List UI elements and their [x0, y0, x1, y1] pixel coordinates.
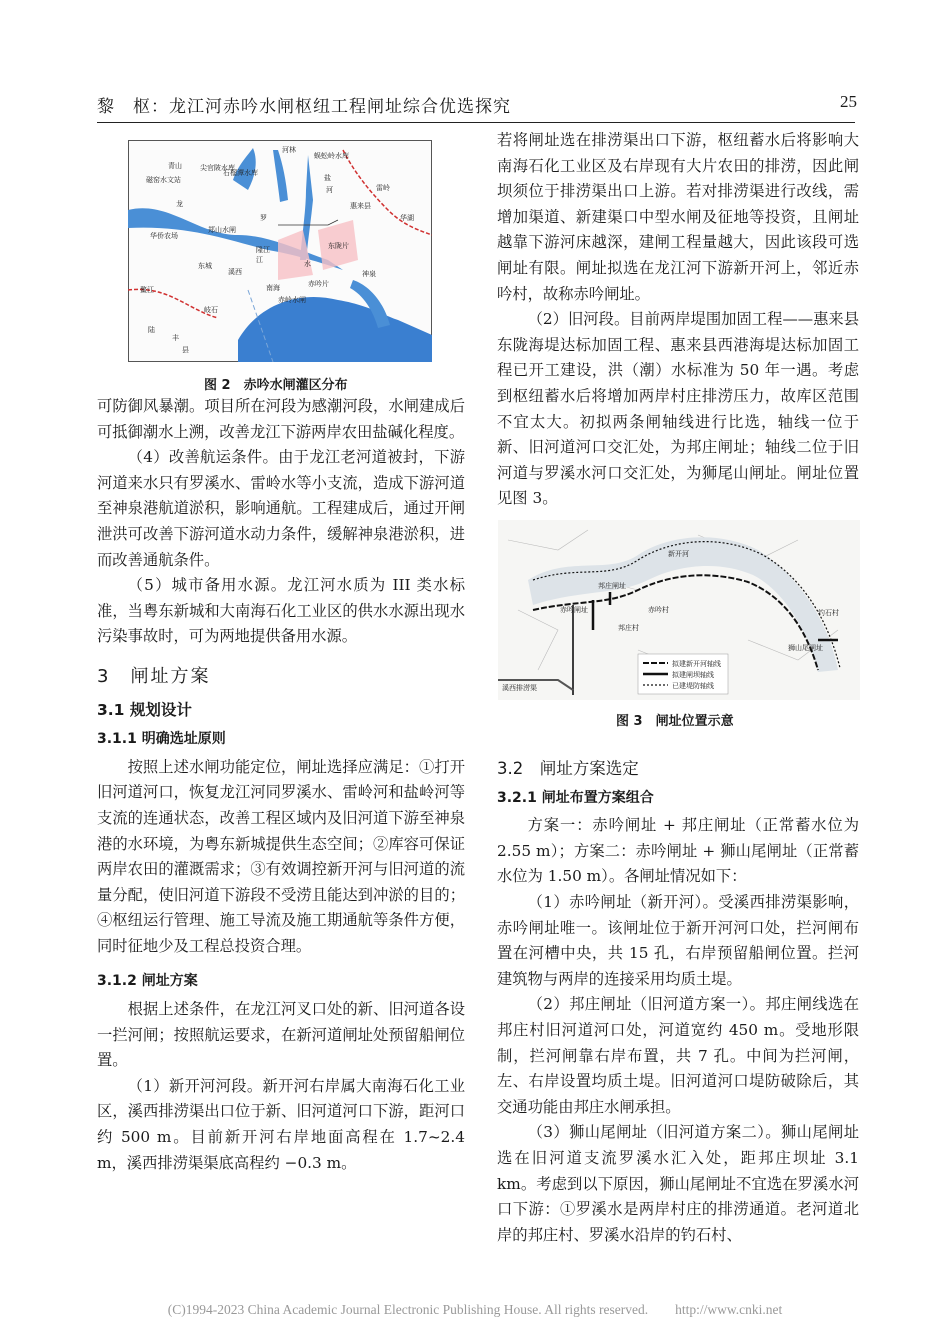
figure-2-caption: 图 2 赤吟水闸灌区分布 — [204, 378, 348, 393]
header-title: 黎 枢：龙江河赤吟水闸枢纽工程闸址综合优选探究 — [97, 97, 511, 117]
map-label: 南海 — [266, 284, 280, 292]
map-label: 郑山水闸 — [208, 226, 236, 234]
map-label: 东城 — [198, 262, 212, 270]
map-label: 东陇片 — [328, 242, 349, 250]
paragraph: 按照上述水闸功能定位，闸址选择应满足：①打开旧河道河口，恢复龙江河同罗溪水、雷岭河和盐岭河等支流的连通状态，改善工程区域内及旧河道下游至神泉港的水环境，为粤东新城提供生态空间；②库容可保证两岸农田的灌溉需求；③有效调控新开河与旧河道的流量分配，使旧河道下游段不受涝且能达到冲淤的目的；④枢纽运行管理、施工导流及施工期通航等条件方便，同时征地少及工程总投资合理。 — [97, 757, 465, 955]
paragraph: 方案一：赤吟闸址 + 邦庄闸址（正常蓄水位为 2.55 m）；方案二：赤吟闸址 + 狮山尾闸址（正常蓄水位为 1.50 m）。各闸址情况如下： — [497, 816, 859, 886]
figure-3-schematic — [498, 520, 860, 700]
paragraph: （4）改善航运条件。由于龙江老河道被封，下游河道来水只有罗溪水、雷岭水等小支流，造成下游河道至神泉港航道淤积，影响通航。工程建成后，通过开闸泄洪可改善下游河道水动力条件，缓解神泉港淤积，进而改善通航条件。 — [97, 448, 465, 569]
map-label: 鳌江 — [140, 286, 154, 294]
fig3-label: 赤吟闸址 — [560, 606, 588, 614]
figure-3-caption: 图 3 闸址位置示意 — [616, 714, 734, 729]
fig3-label: 赤吟村 — [648, 606, 669, 614]
left-column — [97, 394, 465, 1176]
map-label: 河林 — [282, 146, 296, 154]
fig3-label: 邦庄闸址 — [598, 582, 626, 590]
map-label: 赤吟片 — [308, 280, 329, 288]
copyright-footer: (C)1994-2023 China Academic Journal Electronic Publishing House. All rights reserved. http://www.cnki.net — [167, 1302, 783, 1317]
map-label: 磁窑水文站 — [146, 176, 181, 184]
subsection-heading: 3.1 规划设计 — [97, 700, 192, 719]
paragraph: （2）旧河段。目前两岸堤围加固工程——惠来县东陇海堤达标加固工程、惠来县西港海堤达标加固工程已开工建设，洪（潮）水标准为 50 年一遇。考虑到枢纽蓄水后将增加两岸村庄排涝压力，故库区范围不宜太大。初拟两条闸轴线进行比选，轴线一位于新、旧河道河口交汇处，为邦庄闸址；轴线二位于旧河道与罗溪水河口交汇处，为狮尾山闸址。闸址位置见图 3。 — [497, 310, 859, 508]
paragraph: （2）邦庄闸址（旧河道方案一）。邦庄闸线选在邦庄村旧河道河口处，河道宽约 450 m。受地形限制，拦河闸靠右岸布置，共 7 孔。中间为拦河闸，左、右岸设置均质土堤。旧河道河口堤防破除后，其交通功能由邦庄水闸承担。 — [497, 995, 859, 1116]
fig3-label: 钓石村 — [818, 609, 839, 617]
legend-label: 拟建闸坝轴线 — [672, 671, 714, 679]
map-label: 华湖 — [400, 214, 414, 222]
paragraph: （5）城市备用水源。龙江河水质为 III 类水标准，当粤东新城和大南海石化工业区的供水水源出现水污染事故时，可为两地提供备用水源。 — [97, 576, 465, 646]
paragraph: 根据上述条件，在龙江河叉口处的新、旧河道各设一拦河闸；按照航运要求，在新河道闸址处预留船闸位置。 — [97, 1000, 465, 1070]
fig3-label: 狮山尾闸址 — [788, 644, 823, 652]
subsection-heading: 3.2 闸址方案选定 — [497, 759, 639, 778]
subsubsection-heading: 3.2.1 闸址布置方案组合 — [497, 789, 654, 806]
paragraph: （1）新开河河段。新开河右岸属大南海石化工业区，溪西排涝渠出口位于新、旧河道河口下游，距河口约 500 m。目前新开河右岸地面高程在 1.7~2.4 m，溪西排涝渠渠底高程约 −0.3 m。 — [97, 1076, 465, 1172]
map-label: 赤岭水闸 — [278, 296, 306, 304]
paragraph: （1）赤吟闸址（新开河）。受溪西排涝渠影响，赤吟闸址唯一。该闸址位于新开河河口处，拦河闸布置在河槽中央，共 15 孔，右岸预留船闸位置。拦河建筑物与两岸的连接采用均质土堤。 — [497, 892, 859, 988]
map-label: 惠来县 — [350, 202, 371, 210]
map-label: 河 — [326, 186, 333, 194]
figure-2-map — [128, 140, 432, 362]
map-label: 神泉 — [362, 270, 376, 278]
subsubsection-heading: 3.1.2 闸址方案 — [97, 973, 198, 990]
page-number: 25 — [840, 92, 857, 111]
right-column-bottom — [497, 748, 859, 1248]
map-label: 蜈蚣岭水库 — [314, 152, 349, 160]
map-label: 华侨农场 — [150, 232, 178, 240]
paragraph: 可防御风暴潮。项目所在河段为感潮河段，水闸建成后可抵御潮水上溯，改善龙江下游两岸农田盐碱化程度。 — [97, 397, 465, 441]
map-label: 溪西 — [228, 268, 242, 276]
map-label: 青山 — [168, 162, 182, 170]
map-label: 尖官陂水库 — [200, 164, 235, 172]
legend-label: 拟建新开河轴线 — [672, 660, 721, 668]
map-label: 龙 — [176, 200, 183, 208]
running-header — [97, 92, 857, 122]
paragraph: （3）狮山尾闸址（旧河道方案二）。狮山尾闸址选在旧河道支流罗溪水汇入处，距邦庄坝址 3.1 km。考虑到以下原因，狮山尾闸址不宜选在罗溪水河口下游：①罗溪水是两岸村庄的排涝通道。老河道北岸的邦庄村、罗溪水沿岸的钓石村、 — [497, 1123, 859, 1244]
map-label: 石榴潭水库 — [223, 169, 258, 177]
fig3-label: 溪西排涝渠 — [502, 684, 537, 692]
map-label: 县 — [182, 346, 189, 354]
map-label: 岐石 — [204, 306, 218, 314]
map-label: 江 — [256, 256, 263, 264]
paragraph: 若将闸址选在排涝渠出口下游，枢纽蓄水后将影响大南海石化工业区及右岸现有大片农田的排涝，因此闸坝须位于排涝渠出口上游。若对排涝渠进行改线，需增加渠道、新建渠口中型水闸及征地等投资，且闸址越靠下游河床越深，建闸工程量越大，因此该段可选闸址有限。闸址拟选在龙江河下游新开河上，邻近赤吟村，故称赤吟闸址。 — [497, 131, 859, 303]
header-rule — [97, 122, 855, 123]
map-label: 盐 — [324, 174, 331, 182]
section-heading: 3 闸址方案 — [97, 665, 211, 687]
map-label: 隆江 — [256, 246, 270, 254]
map-label: 水 — [304, 260, 311, 268]
map-label: 雷岭 — [376, 184, 390, 192]
map-label: 罗 — [260, 214, 267, 222]
fig3-legend — [638, 654, 728, 694]
legend-label: 已建堤防轴线 — [672, 682, 714, 690]
subsubsection-heading: 3.1.1 明确选址原则 — [97, 731, 226, 748]
map-label: 陆 — [148, 326, 155, 334]
fig3-label: 邦庄村 — [618, 624, 639, 632]
right-column-top — [497, 128, 859, 512]
map-label: 丰 — [172, 334, 179, 342]
fig3-label: 新开河 — [668, 550, 689, 558]
